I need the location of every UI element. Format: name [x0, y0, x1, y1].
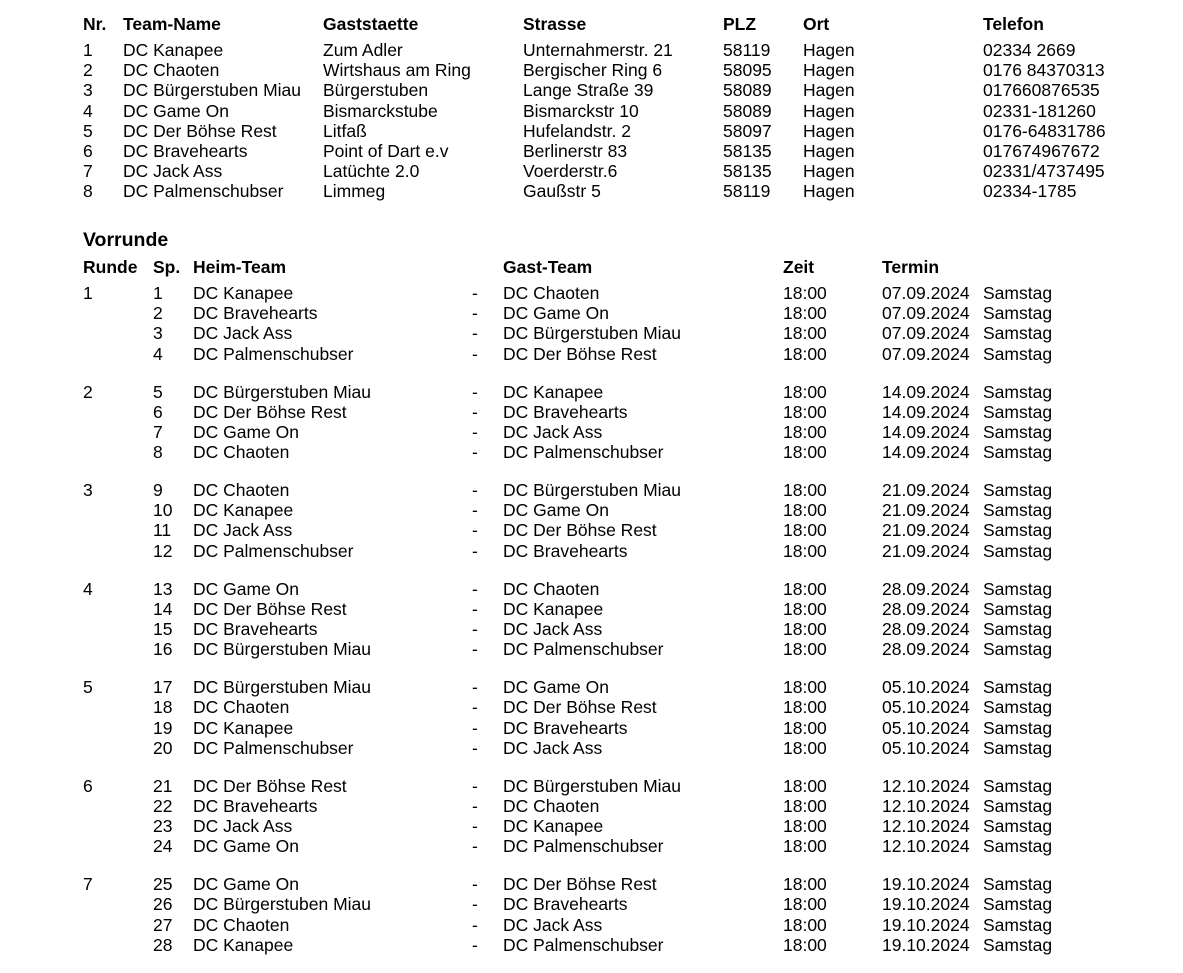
- team-nr: 1: [83, 40, 93, 60]
- match-separator: -: [472, 578, 478, 599]
- home-team: DC Der Böhse Rest: [193, 598, 347, 619]
- match-weekday: Samstag: [983, 894, 1053, 915]
- match-time: 18:00: [783, 480, 827, 501]
- match-number: 24: [153, 836, 173, 857]
- match-separator: -: [472, 500, 478, 521]
- team-gaststaette: Point of Dart e.v: [323, 140, 449, 161]
- match-weekday: Samstag: [983, 500, 1053, 521]
- header-sp: Sp.: [153, 257, 181, 277]
- match-weekday: Samstag: [983, 874, 1053, 895]
- team-gaststaette: Wirtshaus am Ring: [323, 60, 471, 81]
- away-team: DC Bravehearts: [503, 894, 628, 915]
- team-ort: Hagen: [803, 140, 855, 161]
- match-time: 18:00: [783, 619, 827, 640]
- match-time: 18:00: [783, 520, 827, 541]
- away-team: DC Bürgerstuben Miau: [503, 323, 681, 344]
- round-number: 3: [83, 480, 93, 501]
- match-separator: -: [472, 677, 478, 698]
- team-gaststaette: Bürgerstuben: [323, 80, 429, 101]
- match-date: 12.10.2024: [882, 816, 970, 837]
- match-time: 18:00: [783, 874, 827, 895]
- match-time: 18:00: [783, 283, 827, 303]
- team-ort: Hagen: [803, 120, 855, 141]
- team-ort: Hagen: [803, 161, 855, 182]
- match-time: 18:00: [783, 401, 827, 422]
- match-separator: -: [472, 697, 478, 718]
- match-separator: -: [472, 737, 478, 758]
- match-number: 14: [153, 598, 173, 619]
- team-name: DC Kanapee: [123, 40, 224, 60]
- home-team: DC Der Böhse Rest: [193, 775, 347, 796]
- home-team: DC Chaoten: [193, 480, 290, 501]
- team-name: DC Der Böhse Rest: [123, 120, 277, 141]
- team-plz: 58119: [723, 181, 771, 202]
- match-number: 12: [153, 540, 173, 561]
- match-date: 21.09.2024: [882, 500, 970, 521]
- team-telefon: 017660876535: [983, 80, 1100, 101]
- match-separator: -: [472, 795, 478, 816]
- match-number: 25: [153, 874, 173, 895]
- team-gaststaette: Latüchte 2.0: [323, 161, 420, 182]
- home-team: DC Jack Ass: [193, 816, 293, 837]
- away-team: DC Kanapee: [503, 381, 604, 402]
- team-ort: Hagen: [803, 181, 855, 202]
- match-number: 7: [153, 421, 163, 442]
- header-gast-team: Gast-Team: [503, 257, 593, 277]
- match-weekday: Samstag: [983, 480, 1053, 501]
- match-number: 27: [153, 914, 173, 935]
- team-name: DC Bravehearts: [123, 140, 248, 161]
- match-separator: -: [472, 775, 478, 796]
- match-time: 18:00: [783, 775, 827, 796]
- away-team: DC Bravehearts: [503, 540, 628, 561]
- match-number: 9: [153, 480, 163, 501]
- round-number: 2: [83, 381, 93, 402]
- away-team: DC Palmenschubser: [503, 442, 664, 463]
- match-date: 14.09.2024: [882, 381, 970, 402]
- team-ort: Hagen: [803, 60, 855, 81]
- match-date: 19.10.2024: [882, 894, 970, 915]
- home-team: DC Palmenschubser: [193, 737, 354, 758]
- match-time: 18:00: [783, 343, 827, 364]
- match-date: 21.09.2024: [882, 540, 970, 561]
- team-telefon: 02334-1785: [983, 181, 1077, 202]
- match-date: 19.10.2024: [882, 914, 970, 935]
- match-date: 28.09.2024: [882, 619, 970, 640]
- team-telefon: 02331-181260: [983, 100, 1096, 121]
- match-date: 07.09.2024: [882, 283, 970, 303]
- round-number: 1: [83, 283, 93, 303]
- team-plz: 58097: [723, 120, 772, 141]
- team-nr: 3: [83, 80, 93, 101]
- team-strasse: Bergischer Ring 6: [523, 60, 663, 81]
- match-separator: -: [472, 381, 478, 402]
- match-separator: -: [472, 816, 478, 837]
- away-team: DC Jack Ass: [503, 914, 603, 935]
- match-number: 17: [153, 677, 173, 698]
- away-team: DC Der Böhse Rest: [503, 520, 657, 541]
- match-weekday: Samstag: [983, 598, 1053, 619]
- away-team: DC Game On: [503, 500, 609, 521]
- away-team: DC Jack Ass: [503, 737, 603, 758]
- team-plz: 58089: [723, 80, 772, 101]
- match-weekday: Samstag: [983, 520, 1053, 541]
- match-separator: -: [472, 401, 478, 422]
- match-separator: -: [472, 480, 478, 501]
- round-number: 6: [83, 775, 93, 796]
- header-plz: PLZ: [723, 14, 757, 34]
- match-weekday: Samstag: [983, 795, 1053, 816]
- match-number: 2: [153, 303, 163, 324]
- match-weekday: Samstag: [983, 381, 1053, 402]
- match-weekday: Samstag: [983, 816, 1053, 837]
- match-number: 3: [153, 323, 163, 344]
- match-time: 18:00: [783, 697, 827, 718]
- match-date: 12.10.2024: [882, 775, 970, 796]
- team-plz: 58135: [723, 140, 772, 161]
- match-weekday: Samstag: [983, 421, 1053, 442]
- match-date: 21.09.2024: [882, 520, 970, 541]
- match-separator: -: [472, 874, 478, 895]
- team-nr: 8: [83, 181, 93, 202]
- away-team: DC Kanapee: [503, 816, 604, 837]
- home-team: DC Bravehearts: [193, 795, 318, 816]
- match-number: 4: [153, 343, 163, 364]
- home-team: DC Jack Ass: [193, 520, 293, 541]
- header-runde: Runde: [83, 257, 138, 277]
- team-nr: 4: [83, 100, 93, 121]
- match-time: 18:00: [783, 934, 827, 955]
- match-number: 5: [153, 381, 163, 402]
- team-telefon: 02331/4737495: [983, 161, 1105, 182]
- match-weekday: Samstag: [983, 639, 1053, 660]
- match-weekday: Samstag: [983, 442, 1053, 463]
- match-time: 18:00: [783, 914, 827, 935]
- round-number: 5: [83, 677, 93, 698]
- section-title: Vorrunde: [83, 229, 169, 251]
- match-time: 18:00: [783, 894, 827, 915]
- match-weekday: Samstag: [983, 717, 1053, 738]
- team-gaststaette: Limmeg: [323, 181, 386, 202]
- match-time: 18:00: [783, 540, 827, 561]
- match-date: 28.09.2024: [882, 639, 970, 660]
- away-team: DC Chaoten: [503, 578, 600, 599]
- match-number: 11: [153, 520, 172, 541]
- team-name: DC Chaoten: [123, 60, 220, 81]
- team-name: DC Palmenschubser: [123, 181, 284, 202]
- match-separator: -: [472, 343, 478, 364]
- team-ort: Hagen: [803, 80, 855, 101]
- match-date: 14.09.2024: [882, 421, 970, 442]
- match-separator: -: [472, 520, 478, 541]
- team-strasse: Bismarckstr 10: [523, 100, 639, 121]
- header-heim-team: Heim-Team: [193, 257, 287, 277]
- home-team: DC Bürgerstuben Miau: [193, 639, 371, 660]
- match-separator: -: [472, 639, 478, 660]
- match-separator: -: [472, 598, 478, 619]
- match-number: 10: [153, 500, 173, 521]
- match-number: 19: [153, 717, 173, 738]
- match-date: 12.10.2024: [882, 795, 970, 816]
- match-date: 14.09.2024: [882, 442, 970, 463]
- team-plz: 58119: [723, 40, 771, 60]
- team-gaststaette: Litfaß: [323, 120, 367, 141]
- match-time: 18:00: [783, 717, 827, 738]
- team-ort: Hagen: [803, 40, 855, 60]
- team-nr: 7: [83, 161, 93, 182]
- team-plz: 58095: [723, 60, 772, 81]
- match-weekday: Samstag: [983, 836, 1053, 857]
- team-name: DC Game On: [123, 100, 229, 121]
- match-time: 18:00: [783, 639, 827, 660]
- away-team: DC Palmenschubser: [503, 836, 664, 857]
- home-team: DC Kanapee: [193, 934, 294, 955]
- team-nr: 5: [83, 120, 93, 141]
- match-separator: -: [472, 283, 478, 303]
- match-number: 23: [153, 816, 173, 837]
- round-number: 4: [83, 578, 93, 599]
- match-time: 18:00: [783, 816, 827, 837]
- match-weekday: Samstag: [983, 343, 1053, 364]
- match-date: 19.10.2024: [882, 934, 970, 955]
- match-weekday: Samstag: [983, 619, 1053, 640]
- match-number: 21: [153, 775, 173, 796]
- match-weekday: Samstag: [983, 401, 1053, 422]
- home-team: DC Jack Ass: [193, 323, 293, 344]
- match-number: 18: [153, 697, 173, 718]
- match-number: 1: [153, 283, 163, 303]
- match-time: 18:00: [783, 737, 827, 758]
- match-separator: -: [472, 303, 478, 324]
- match-number: 15: [153, 619, 173, 640]
- team-strasse: Hufelandstr. 2: [523, 120, 631, 141]
- team-name: DC Bürgerstuben Miau: [123, 80, 301, 101]
- home-team: DC Kanapee: [193, 283, 294, 303]
- team-gaststaette: Bismarckstube: [323, 100, 438, 121]
- home-team: DC Chaoten: [193, 914, 290, 935]
- home-team: DC Bravehearts: [193, 619, 318, 640]
- team-strasse: Voerderstr.6: [523, 161, 618, 182]
- home-team: DC Game On: [193, 421, 299, 442]
- match-weekday: Samstag: [983, 914, 1053, 935]
- match-number: 28: [153, 934, 173, 955]
- match-date: 12.10.2024: [882, 836, 970, 857]
- match-separator: -: [472, 914, 478, 935]
- away-team: DC Jack Ass: [503, 421, 603, 442]
- home-team: DC Game On: [193, 874, 299, 895]
- home-team: DC Bravehearts: [193, 303, 318, 324]
- away-team: DC Game On: [503, 303, 609, 324]
- match-number: 26: [153, 894, 173, 915]
- match-number: 20: [153, 737, 173, 758]
- home-team: DC Chaoten: [193, 442, 290, 463]
- team-telefon: 017674967672: [983, 140, 1100, 161]
- away-team: DC Bravehearts: [503, 717, 628, 738]
- match-separator: -: [472, 717, 478, 738]
- team-gaststaette: Zum Adler: [323, 40, 403, 60]
- team-ort: Hagen: [803, 100, 855, 121]
- match-time: 18:00: [783, 500, 827, 521]
- match-number: 6: [153, 401, 163, 422]
- home-team: DC Kanapee: [193, 717, 294, 738]
- match-date: 19.10.2024: [882, 874, 970, 895]
- team-strasse: Lange Straße 39: [523, 80, 654, 101]
- away-team: DC Bürgerstuben Miau: [503, 480, 681, 501]
- match-separator: -: [472, 836, 478, 857]
- away-team: DC Der Böhse Rest: [503, 343, 657, 364]
- team-plz: 58135: [723, 161, 772, 182]
- home-team: DC Kanapee: [193, 500, 294, 521]
- header-nr: Nr.: [83, 14, 107, 34]
- match-weekday: Samstag: [983, 540, 1053, 561]
- header-telefon: Telefon: [983, 14, 1044, 34]
- match-date: 05.10.2024: [882, 717, 970, 738]
- team-telefon: 0176-64831786: [983, 120, 1106, 141]
- match-weekday: Samstag: [983, 697, 1053, 718]
- match-weekday: Samstag: [983, 578, 1053, 599]
- match-weekday: Samstag: [983, 303, 1053, 324]
- match-date: 05.10.2024: [882, 677, 970, 698]
- home-team: DC Bürgerstuben Miau: [193, 381, 371, 402]
- team-nr: 2: [83, 60, 93, 81]
- match-date: 21.09.2024: [882, 480, 970, 501]
- match-time: 18:00: [783, 421, 827, 442]
- match-number: 22: [153, 795, 173, 816]
- match-time: 18:00: [783, 598, 827, 619]
- match-date: 07.09.2024: [882, 343, 970, 364]
- away-team: DC Bürgerstuben Miau: [503, 775, 681, 796]
- match-weekday: Samstag: [983, 934, 1053, 955]
- match-weekday: Samstag: [983, 677, 1053, 698]
- match-separator: -: [472, 934, 478, 955]
- home-team: DC Game On: [193, 836, 299, 857]
- team-strasse: Gaußstr 5: [523, 181, 601, 202]
- away-team: DC Game On: [503, 677, 609, 698]
- team-nr: 6: [83, 140, 93, 161]
- away-team: DC Chaoten: [503, 283, 600, 303]
- round-number: 7: [83, 874, 93, 895]
- match-date: 07.09.2024: [882, 323, 970, 344]
- home-team: DC Der Böhse Rest: [193, 401, 347, 422]
- match-time: 18:00: [783, 795, 827, 816]
- header-team-name: Team-Name: [123, 14, 221, 34]
- match-weekday: Samstag: [983, 283, 1053, 303]
- away-team: DC Chaoten: [503, 795, 600, 816]
- home-team: DC Game On: [193, 578, 299, 599]
- match-separator: -: [472, 540, 478, 561]
- away-team: DC Palmenschubser: [503, 639, 664, 660]
- home-team: DC Bürgerstuben Miau: [193, 894, 371, 915]
- match-date: 05.10.2024: [882, 737, 970, 758]
- home-team: DC Palmenschubser: [193, 343, 354, 364]
- match-weekday: Samstag: [983, 775, 1053, 796]
- match-separator: -: [472, 894, 478, 915]
- match-number: 8: [153, 442, 163, 463]
- header-termin: Termin: [882, 257, 940, 277]
- match-weekday: Samstag: [983, 737, 1053, 758]
- match-separator: -: [472, 323, 478, 344]
- match-weekday: Samstag: [983, 323, 1053, 344]
- match-separator: -: [472, 421, 478, 442]
- team-plz: 58089: [723, 100, 772, 121]
- match-separator: -: [472, 442, 478, 463]
- match-number: 16: [153, 639, 173, 660]
- match-time: 18:00: [783, 836, 827, 857]
- match-time: 18:00: [783, 303, 827, 324]
- away-team: DC Der Böhse Rest: [503, 697, 657, 718]
- match-date: 14.09.2024: [882, 401, 970, 422]
- match-time: 18:00: [783, 381, 827, 402]
- header-ort: Ort: [803, 14, 830, 34]
- team-strasse: Unternahmerstr. 21: [523, 40, 673, 60]
- match-date: 28.09.2024: [882, 598, 970, 619]
- header-zeit: Zeit: [783, 257, 815, 277]
- match-time: 18:00: [783, 578, 827, 599]
- match-number: 13: [153, 578, 173, 599]
- team-telefon: 0176 84370313: [983, 60, 1105, 81]
- match-time: 18:00: [783, 677, 827, 698]
- match-date: 05.10.2024: [882, 697, 970, 718]
- away-team: DC Bravehearts: [503, 401, 628, 422]
- home-team: DC Chaoten: [193, 697, 290, 718]
- match-date: 07.09.2024: [882, 303, 970, 324]
- home-team: DC Bürgerstuben Miau: [193, 677, 371, 698]
- team-telefon: 02334 2669: [983, 40, 1076, 60]
- header-gaststaette: Gaststaette: [323, 14, 419, 34]
- away-team: DC Kanapee: [503, 598, 604, 619]
- team-strasse: Berlinerstr 83: [523, 140, 628, 161]
- match-time: 18:00: [783, 442, 827, 463]
- header-strasse: Strasse: [523, 14, 587, 34]
- match-date: 28.09.2024: [882, 578, 970, 599]
- away-team: DC Jack Ass: [503, 619, 603, 640]
- away-team: DC Palmenschubser: [503, 934, 664, 955]
- home-team: DC Palmenschubser: [193, 540, 354, 561]
- match-time: 18:00: [783, 323, 827, 344]
- match-separator: -: [472, 619, 478, 640]
- away-team: DC Der Böhse Rest: [503, 874, 657, 895]
- team-name: DC Jack Ass: [123, 161, 223, 182]
